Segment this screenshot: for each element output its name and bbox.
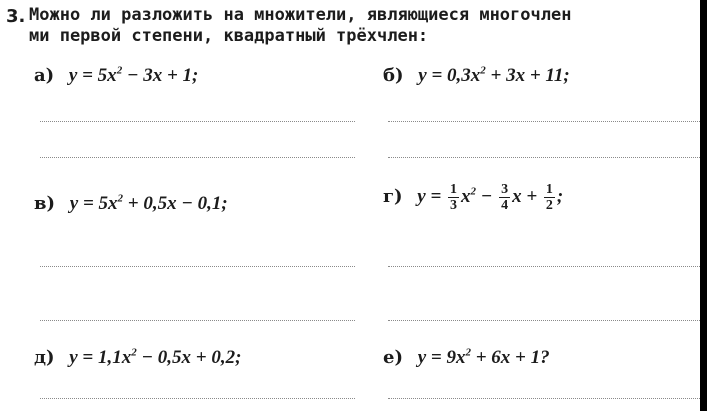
answer-line bbox=[388, 121, 700, 122]
answer-line bbox=[40, 266, 355, 267]
item-g-label: г) bbox=[383, 185, 403, 207]
answer-line bbox=[388, 266, 700, 267]
page-edge bbox=[700, 0, 707, 411]
answer-line bbox=[388, 157, 700, 158]
item-b bbox=[383, 66, 570, 85]
answer-line bbox=[388, 320, 700, 321]
fraction-three-quarters: $\frac{3}{4}$ bbox=[501, 182, 509, 213]
task-number: 3. bbox=[6, 6, 26, 27]
question-line-1: Можно ли разложить на множители, являющиеся многочлен bbox=[29, 5, 572, 25]
item-d bbox=[34, 348, 241, 367]
item-a-label: а) bbox=[34, 65, 55, 87]
answer-line bbox=[388, 398, 700, 399]
item-d-expression: $y = 1,1x^2 - 0,5x + 0,2$; bbox=[69, 347, 242, 369]
answer-line bbox=[40, 320, 355, 321]
item-e-expression: $y = 9x^2 + 6x + 1$? bbox=[417, 347, 550, 369]
item-b-label: б) bbox=[383, 65, 404, 87]
item-a bbox=[34, 66, 198, 85]
item-d-label: д) bbox=[34, 347, 55, 369]
item-v-label: в) bbox=[34, 193, 56, 215]
item-b-expression: $y = 0,3x^2 + 3x + 11$; bbox=[418, 65, 570, 87]
fraction-one-third: $\frac{1}{3}$ bbox=[450, 182, 458, 213]
answer-line bbox=[40, 157, 355, 158]
answer-line bbox=[40, 121, 355, 122]
item-g-expression: y = $\frac{1}{3}$ $x^2$ − $\frac{3}{4}$ x + $\frac{1}{2}$ ; bbox=[417, 182, 564, 213]
item-v-expression: $y = 5x^2 + 0,5x - 0,1$; bbox=[69, 193, 228, 215]
question-line-2: ми первой степени, квадратный трёхчлен: bbox=[29, 26, 429, 46]
item-g bbox=[383, 182, 563, 213]
item-e bbox=[383, 348, 550, 367]
fraction-one-half: $\frac{1}{2}$ bbox=[545, 182, 553, 213]
answer-line bbox=[40, 398, 355, 399]
item-e-label: е) bbox=[383, 347, 403, 369]
item-v bbox=[34, 194, 228, 213]
item-a-expression: $y = 5x^2 - 3x + 1$; bbox=[68, 65, 199, 87]
